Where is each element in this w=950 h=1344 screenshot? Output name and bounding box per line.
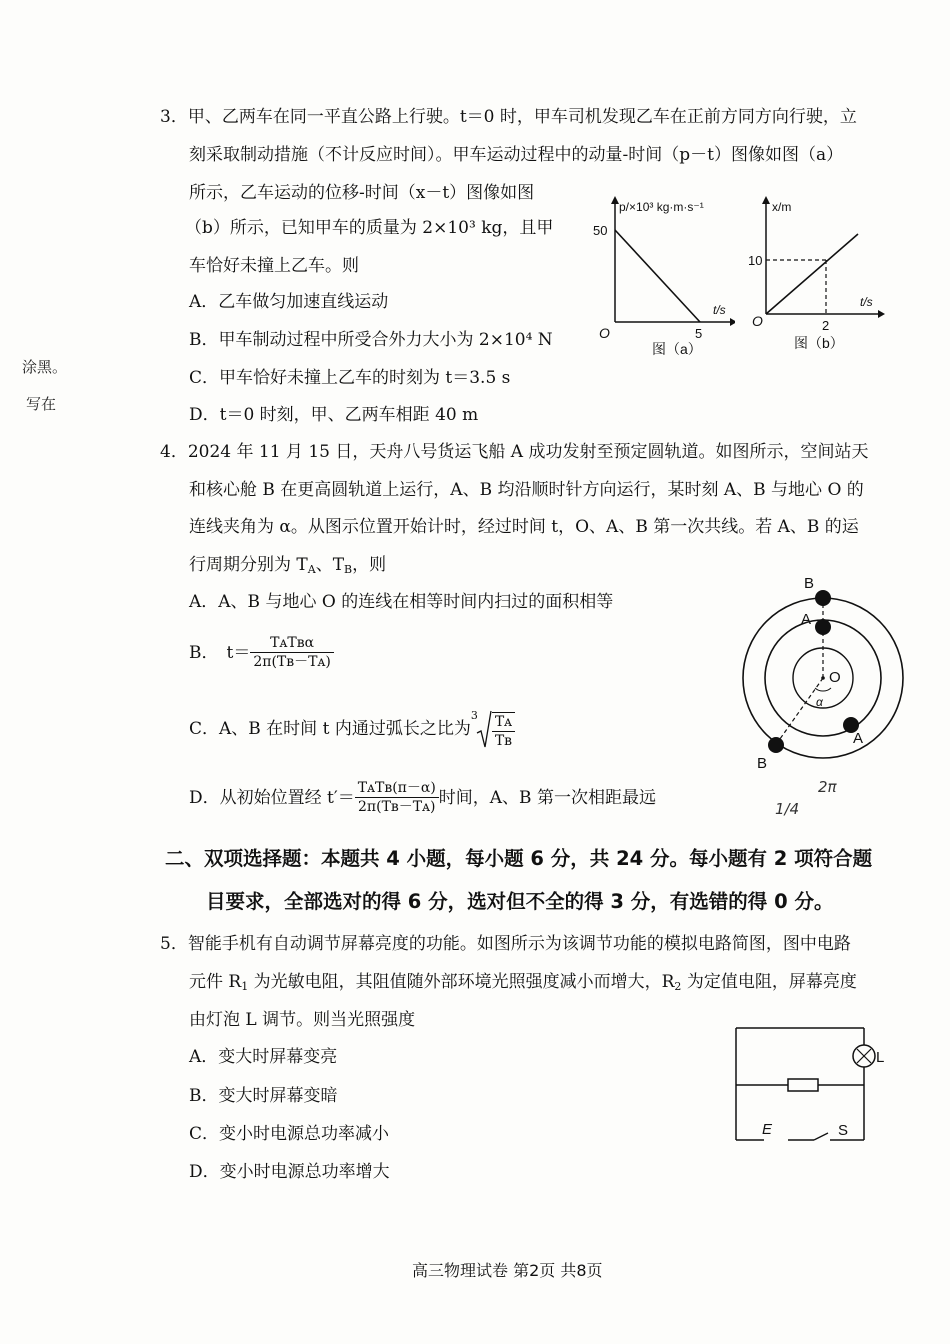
section-2-heading: 目要求，全部选对的得 6 分，选对但不全的得 3 分，有选错的得 0 分。 (206, 890, 834, 913)
q3-line: 所示，乙车运动的位移-时间（x－t）图像如图 (189, 183, 535, 203)
q5-option-b: B．变大时屏幕变暗 (189, 1086, 338, 1106)
fig-b-y-tick: 10 (748, 253, 763, 268)
fig-b-origin: O (752, 313, 763, 329)
q5-line: 5．智能手机有自动调节屏幕亮度的功能。如图所示为该调节功能的模拟电路简图，图中电路 (160, 934, 851, 954)
q3-line: （b）所示，已知甲车的质量为 2×10³ kg，且甲 (185, 218, 554, 238)
label-b-top: B (804, 575, 815, 592)
q3-line: 3．甲、乙两车在同一平直公路上行驶。t＝0 时，甲车司机发现乙车在正前方同方向行驶，立 (160, 107, 857, 127)
fig-b-x-tick: 2 (822, 318, 830, 333)
satellite-b-low (768, 737, 784, 753)
label-a-top: A (801, 611, 812, 628)
q5-option-c: C．变小时电源总功率减小 (189, 1124, 390, 1144)
fig-a-x-axis-label: t/s (713, 303, 726, 317)
label-b-low: B (757, 755, 768, 772)
q3-option-c: C．甲车恰好未撞上乙车的时刻为 t＝3.5 s (189, 368, 511, 388)
q3-option-d: D．t＝0 时刻，甲、乙两车相距 40 m (189, 405, 479, 425)
q4-line: 行周期分别为 $T_A$、$T_B$，则 (189, 555, 387, 576)
label-switch: S (838, 1122, 849, 1139)
fig-a-x-tick: 5 (695, 326, 703, 341)
q4-option-a: A．A、B 与地心 O 的连线在相等时间内扫过的面积相等 (189, 592, 614, 612)
label-alpha: α (816, 695, 823, 709)
q3-option-b: B．甲车制动过程中所受合外力大小为 2×10⁴ N (189, 330, 553, 350)
q4-option-d: D．从初始位置经 t′＝ $\frac{\text{TᴀTʙ(π－α)}}{\text{2π(Tʙ－Tᴀ)}}$ 时间，A、B 第一次相距最远 (189, 780, 656, 815)
q3-line: 刻采取制动措施（不计反应时间）。甲车运动过程中的动量-时间（p－t）图像如图（a） (189, 145, 844, 165)
circuit-diagram (728, 1020, 898, 1150)
figure-a-pt-graph (585, 190, 735, 360)
page-footer: 高三物理试卷 第2页 共8页 (412, 1261, 603, 1280)
fig-b-caption: 图（b） (794, 335, 844, 351)
fig-b-x-axis-label: t/s (860, 295, 873, 309)
label-lamp: L (876, 1049, 885, 1066)
resistor-icon (788, 1079, 818, 1091)
q3-option-a: A．乙车做匀加速直线运动 (189, 292, 389, 312)
q4-line: 4．2024 年 11 月 15 日，天舟八号货运飞船 A 成功发射至预定圆轨道。如图所示，空间站天 (160, 442, 869, 462)
handwritten-note: 1/4 (775, 800, 800, 818)
fig-a-origin: O (599, 325, 610, 341)
label-a-low: A (853, 730, 864, 747)
orbit-figure (735, 570, 915, 780)
section-2-heading: 二、双项选择题：本题共 4 小题，每小题 6 分，共 24 分。每小题有 2 项符合题 (165, 847, 873, 870)
switch-icon (814, 1133, 828, 1140)
fig-a-caption: 图（a） (652, 341, 702, 357)
figure-b-xt-graph (748, 190, 888, 360)
q4-line: 连线夹角为 α。从图示位置开始计时，经过时间 t，O、A、B 第一次共线。若 A、B 的运 (189, 517, 859, 537)
margin-note: 涂黑。 (22, 358, 68, 376)
q5-option-d: D．变小时电源总功率增大 (189, 1162, 390, 1182)
label-emf: E (762, 1121, 773, 1138)
q4-option-c: C．A、B 在时间 t 内通过弧长之比为 3 $\frac{\text{Tᴀ}}{\text{Tʙ}}$ (189, 708, 515, 750)
fig-a-y-axis-label: p/×10³ kg·m·s⁻¹ (619, 200, 704, 214)
q4-line: 和核心舱 B 在更高圆轨道上运行，A、B 均沿顺时针方向运行，某时刻 A、B 与地心 O 的 (189, 480, 864, 500)
q5-option-a: A．变大时屏幕变亮 (189, 1047, 338, 1067)
margin-note: 写在 (26, 395, 57, 413)
q5-line: 由灯泡 L 调节。则当光照强度 (189, 1010, 416, 1030)
satellite-b-top (815, 590, 831, 606)
fig-b-y-axis-label: x/m (772, 200, 792, 214)
fig-a-y-tick: 50 (593, 223, 608, 238)
q4-option-b: B． t＝ $\frac{\text{TᴀTʙα}}{\text{2π(Tʙ－Tᴀ)}}$ (189, 634, 334, 671)
sqrt-symbol (476, 709, 492, 749)
satellite-a-top (815, 619, 831, 635)
q5-line: 元件 $R_1$ 为光敏电阻，其阻值随外部环境光照强度减小而增大，$R_2$ 为定值电阻，屏幕亮度 (189, 972, 857, 993)
handwritten-note: 2π (818, 778, 837, 796)
label-o: O (829, 669, 841, 686)
q3-line: 车恰好未撞上乙车。则 (189, 256, 359, 276)
